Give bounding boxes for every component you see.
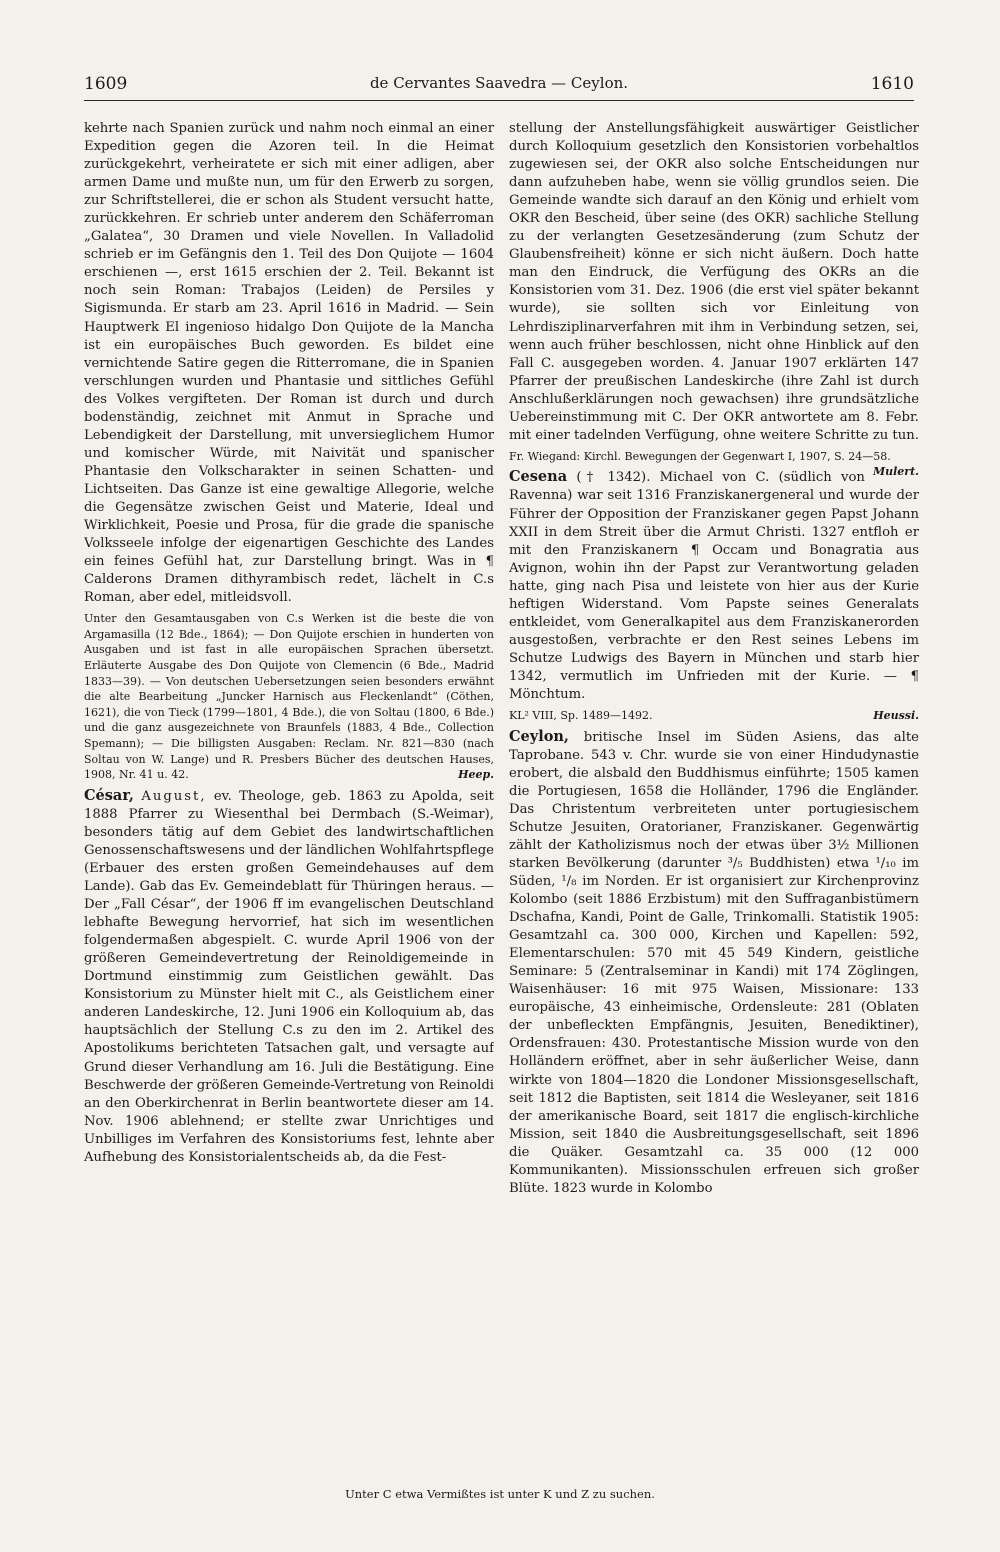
entry-headword: Ceylon,	[509, 727, 569, 745]
bibliography	[509, 708, 919, 724]
page-number-left: 1609	[84, 74, 128, 94]
entry-body: († 1342). Michael von C. (südlich von Ravenna) war seit 1316 Franziskanergeneral und wurde der Führer der Opposition der Franziskaner gegen Papst Johann XXII in dem Streit über die Armut Christi. 1327 entfloh er mit den Franziskanern ¶ Occam und Bonagratia aus Avignon, wohin ihn der Papst zur Verantwortung geladen hatte, ging nach Pisa und leistete von hier aus der Kurie heftigen Widerstand. Vom Papste seines Generalats entkleidet, vom Generalkapitel aus dem Franziskanerorden ausgestoßen, verbrachte er den Rest seines Lebens im Schutze Ludwigs des Bayern in München und starb hier 1342, vermutlich im Unfrieden mit der Kurie. — ¶ Mönchtum.	[509, 470, 919, 702]
author-signature: Mulert.	[872, 465, 919, 479]
page-number-right: 1610	[870, 74, 914, 94]
bibliography-text: Unter den Gesamtausgaben von C.s Werken ist die beste die von Argamasilla (12 Bde., 1864); — Don Quijote erschien in hunderten von Ausgaben und ist fast in alle europäischen Sprachen übersetzt. Erläuterte Ausgabe des Don Quijote von Clemencin (6 Bde., Madrid 1833—39). — Von deutschen Uebersetzungen seien besonders erwähnt die alte Bearbeitung „Juncker Harnisch aus Fleckenlandt“ (Cöthen, 1621), die von Tieck (1799—1801, 4 Bde.), die von Soltau (1800, 6 Bde.) und die ganz ausgezeichnete von Braunfels (1883, 4 Bde., Collection Spemann); — Die billigsten Ausgaben: Reclam. Nr. 821—830 (nach Soltau von W. Lange) und R. Presbers Bücher des deutschen Hauses, 1908, Nr. 41 u. 42.	[84, 612, 494, 782]
entry-text	[84, 787, 494, 1167]
left-column	[84, 120, 494, 1475]
page-header	[84, 74, 914, 101]
entry-text: kehrte nach Spanien zurück und nahm noch einmal an einer Expedition gegen die Azoren teil. In die Heimat zurückgekehrt, verheiratete er sich mit einer adligen, aber armen Dame und mußte nun, um für den Erwerb zu sorgen, zur Schriftstellerei, die er schon als Student versucht hatte, zurückkehren. Er schrieb unter anderem den Schäferroman „Galatea“, 30 Dramen und viele Novellen. In Valladolid schrieb er im Gefängnis den 1. Teil des Don Quijote — 1604 erschienen —, erst 1615 erschien der 2. Teil. Bekannt ist noch sein Roman: Trabajos (Leiden) de Persiles y Sigismunda. Er starb am 23. April 1616 in Madrid. — Sein Hauptwerk El ingenioso hidalgo Don Quijote de la Mancha ist ein europäisches Buch geworden. Es bildet eine vernichtende Satire gegen die Ritterromane, die in Spanien verschlungen wurden und Phantasie und sittliches Gefühl des Volkes vergifteten. Der Roman ist durch und durch bodenständig, zeichnet mit Anmut in Sprache und Lebendigkeit der Darstellung, mit unversieglichem Humor und komischer Würde, mit Naivität und spanischer Phantasie den Volkscharakter in seinen Schatten- und Lichtseiten. Das Ganze ist eine gewaltige Allegorie, welche die Gegensätze zwischen Geist und Materie, Ideal und Wirklichkeit, Poesie und Prosa, für die grade die spanische Volksseele infolge der eigenartigen Geschichte des Landes ein feines Gefühl hat, zur Darstellung bringt. Was in ¶ Calderons Dramen dithyrambisch redet, lächelt in C.s Roman, aber edel, mitleidsvoll.	[84, 121, 494, 606]
entry-cervantes-continued	[84, 120, 494, 783]
bibliography	[84, 611, 494, 783]
bibliography-text: KL² VIII, Sp. 1489—1492.	[509, 709, 653, 723]
entry-text: stellung der Anstellungsfähigkeit auswärtiger Geistlicher durch Kolloquium gesetzlich den Konsistorien vorbehaltlos zugewiesen sei, der OKR also solche Entscheidungen nur dann aufzuheben habe, wenn sie völlig grundlos seien. Die Gemeinde wandte sich darauf an den König und erhielt vom OKR den Bescheid, über seine (des OKR) sachliche Stellung zu der verlangten Gesetzesänderung (zum Schutz der Glaubensfreiheit) könne er sich nicht äußern. Doch hatte man den Eindruck, die Verfügung des OKRs an die Konsistorien vom 31. Dez. 1906 (die erst viel später bekannt wurde), sie sollten sich vor Einleitung von Lehrdisziplinarverfahren mit ihm in Verbindung setzen, sei, wenn auch früher beschlossen, nicht ohne Hinblick auf den Fall C. ausgegeben worden. 4. Januar 1907 erklärten 147 Pfarrer der preußischen Landeskirche (ihre Zahl ist durch Anschlußerklärungen noch gewachsen) ihre grundsätzliche Uebereinstimmung mit C. Der OKR antwortete am 8. Febr. mit einer tadelnden Verfügung, ohne weitere Schritte zu tun.	[509, 121, 919, 443]
entry-ceylon	[509, 728, 919, 1198]
author-signature: Heep.	[458, 768, 494, 782]
entry-text	[509, 728, 919, 1198]
entry-cesena	[509, 468, 919, 723]
entry-text	[509, 468, 919, 704]
entry-body: ev. Theologe, geb. 1863 zu Apolda, seit 1888 Pfarrer zu Wiesenthal bei Dermbach (S.-Weimar), besonders tätig auf dem Gebiet des landwirtschaftlichen Genossenschaftswesens und der ländlichen Wohlfahrtspflege (Erbauer des ersten großen Gemeindehauses auf dem Lande). Gab das Ev. Gemeindeblatt für Thüringen heraus. — Der „Fall César“, der 1906 ff im evangelischen Deutschland lebhafte Bewegung hervorrief, hat sich im wesentlichen folgendermaßen abgespielt. C. wurde April 1906 von der größeren Gemeindevertretung der Reinoldigemeinde in Dortmund einstimmig zum Geistlichen gewählt. Das Konsistorium zu Münster hielt mit C., als Geistlichem einer anderen Landeskirche, 12. Juni 1906 ein Kolloquium ab, das hauptsächlich der Stellung C.s zu den im 2. Artikel des Apostolikums berichteten Tatsachen galt, und versagte auf Grund dieser Verhandlung am 16. Juli die Bestätigung. Eine Beschwerde der größeren Gemeinde-Vertretung von Reinoldi an den Oberkirchenrat in Berlin beantwortete dieser am 14. Nov. 1906 ablehnend; er stellte zwar Unrichtiges und Unbilliges im Verfahren des Konsistoriums fest, lehnte aber Aufhebung des Konsistorialentscheids ab, da die Fest-	[84, 788, 494, 1165]
footer-note: Unter C etwa Vermißtes ist unter K und Z zu suchen.	[345, 1487, 655, 1501]
right-column	[509, 120, 919, 1475]
entry-given-name: August,	[141, 788, 207, 804]
bibliography-text: Fr. Wiegand: Kirchl. Bewegungen der Gegenwart I, 1907, S. 24—58.	[509, 449, 891, 463]
entry-body: britische Insel im Süden Asiens, das alte Taprobane. 543 v. Chr. wurde sie von einer Hindudynastie erobert, die alsbald den Buddhismus einführte; 1505 kamen die Portugiesen, 1658 die Holländer, 1796 die Engländer. Das Christentum verbreiteten unter portugiesischem Schutze Jesuiten, Oratorianer, Franziskaner. Gegenwärtig zählt der Katholizismus noch der etwas über 3½ Millionen starken Bevölkerung (darunter ³/₅ Buddhisten) etwa ¹/₁₀ im Süden, ¹/₈ im Norden. Er ist organisiert zur Kirchenprovinz Kolombo (seit 1886 Erzbistum) mit den Suffraganbistümern Dschafna, Kandi, Point de Galle, Trinkomalli. Statistik 1905: Gesamtzahl ca. 300 000, Kirchen und Kapellen: 592, Elementarschulen: 570 mit 45 549 Kindern, geistliche Seminare: 5 (Zentralseminar in Kandi) mit 174 Zöglingen, Waisenhäuser: 16 mit 975 Waisen, Missionare: 133 europäische, 43 einheimische, Ordensleute: 281 (Oblaten der unbefleckten Empfängnis, Jesuiten, Benediktiner), Ordensfrauen: 430. Protestantische Mission wurde von den Holländern eröffnet, aber in sehr äußerlicher Weise, dann wirkte von 1804—1820 die Londoner Missionsgesellschaft, seit 1812 die Baptisten, seit 1814 die Wesleyaner, seit 1816 der amerikanische Board, seit 1817 die englisch-kirchliche Mission, seit 1840 die Ausbreitungsgesellschaft, seit 1896 die Quäker. Gesamtzahl ca. 35 000 (12 000 Kommunikanten). Missionsschulen erfreuen sich großer Blüte. 1823 wurde in Kolombo	[509, 729, 919, 1196]
entry-headword: Cesena	[509, 468, 568, 486]
entry-headword: César,	[84, 786, 134, 804]
entry-cesar	[84, 787, 494, 1167]
author-signature: Heussi.	[873, 709, 919, 723]
running-title: de Cervantes Saavedra — Ceylon.	[369, 74, 629, 92]
